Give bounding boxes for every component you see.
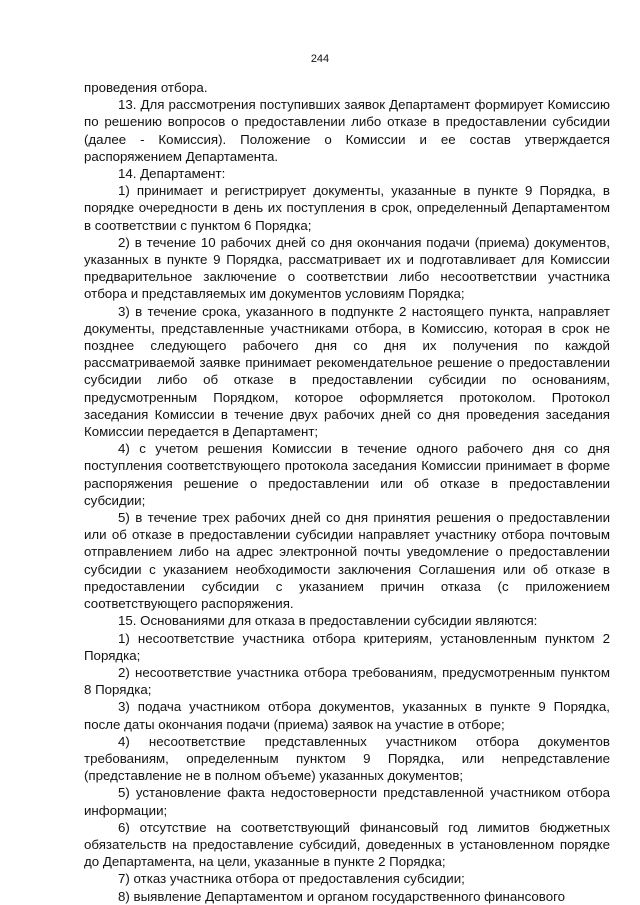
paragraph: 3) подача участником отбора документов, указанных в пункте 9 Порядка, после даты окончания подачи (приема) заявок на участие в отборе; <box>84 699 610 732</box>
paragraph: 1) несоответствие участника отбора критериям, установленным пунктом 2 Порядка; <box>84 630 610 663</box>
paragraph: 4) с учетом решения Комиссии в течение одного рабочего дня со дня поступления соответствующего протокола заседания Комиссии принимает в форме распоряжения решение о предоставлении или об отказе в предоставлении субсидии; <box>84 441 610 508</box>
page-number: 244 <box>310 53 330 65</box>
paragraph: 3) в течение срока, указанного в подпункте 2 настоящего пункта, направляет документы, представленные участниками отбора, в Комиссию, которая в срок не позднее следующего рабочего дня со дня их получения по каждой рассматриваемой заявке принимает рекомендательное решение о предоставлении субсидии либо об отказе в предоставлении субсидии по основаниям, предусмотренным Порядком, которое оформляется протоколом. Протокол заседания Комиссии в течение двух рабочих дней со дня проведения заседания Комиссии передается в Департамент; <box>84 303 610 440</box>
paragraph: 15. Основаниями для отказа в предоставлении субсидии являются: <box>118 613 538 629</box>
document-body <box>84 79 610 905</box>
paragraph: 14. Департамент: <box>118 166 226 182</box>
paragraph: 2) несоответствие участника отбора требованиям, предусмотренным пунктом 8 Порядка; <box>84 664 610 698</box>
paragraph: 2) в течение 10 рабочих дней со дня окончания подачи (приема) документов, указанных в пункте 9 Порядка, рассматривает их и подготавливает для Комиссии предварительное заключение о соответствии либо несоответствии участника отбора и представляемых им документов условиям Порядка; <box>84 234 610 302</box>
paragraph: 4) несоответствие представленных участником отбора документов требованиям, определенным пунктом 9 Порядка, или непредставление (представление не в полном объеме) указанных документов; <box>84 733 610 784</box>
paragraph: 6) отсутствие на соответствующий финансовый год лимитов бюджетных обязательств на предоставление субсидий, доведенных в установленном порядке до Департамента, на цели, указанные в пункте 2 Порядка; <box>84 819 610 870</box>
paragraph: 1) принимает и регистрирует документы, указанные в пункте 9 Порядка, в порядке очередности в день их поступления в срок, определенный Департаментом в соответствии с пунктом 6 Порядка; <box>84 183 610 233</box>
paragraph: проведения отбора. <box>84 80 208 95</box>
paragraph: 8) выявление Департаментом и органом государственного финансового <box>118 888 566 904</box>
paragraph: 5) в течение трех рабочих дней со дня принятия решения о предоставлении или об отказе в предоставлении субсидии направляет участнику отбора почтовым отправлением либо на адрес электронной почты уведомление о предоставлении субсидии с указанием необходимости заключения Соглашения или об отказе в предоставлении субсидии с указанием причин отказа (с приложением соответствующего распоряжения. <box>84 510 610 612</box>
paragraph: 5) установление факта недостоверности представленной участником отбора информации; <box>84 785 610 818</box>
paragraph: 7) отказ участника отбора от предоставления субсидии; <box>118 871 465 887</box>
paragraph: 13. Для рассмотрения поступивших заявок Департамент формирует Комиссию по решению вопросов о предоставлении либо отказе в предоставлении субсидии (далее - Комиссия). Положение о Комиссии и ее состав утверждается распоряжением Департамента. <box>84 97 610 164</box>
